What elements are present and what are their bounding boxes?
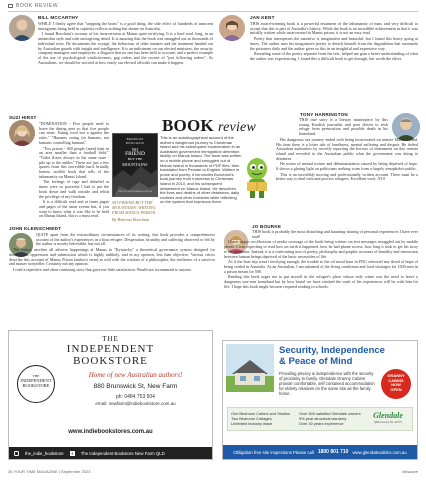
avatar <box>9 15 35 41</box>
features-left: One Bedroom Cabins and Studios Two Bedroom Cottages Unlimited industry lease <box>231 411 291 426</box>
review-text: QUITE apart from the extraordinary circumstances of its writing, this book provides a comprehensive account of the author's experiences in a boat refugee. Desperation, brutality and suffering observed or felt by the author is mostly believable, but not all. The author ascribes all adverse happenings at Manus to "Kyriarchy" a theoretical governance system designed for domination, oppression and submission which is highly unlikely, and in my opinion, less than objective. Various critics describe this account of Manus Prison (author's term) as told with the wisdom of a philosopher, the resilience of a survivor and master storyteller. Certainly not my opinion. I read a repetitive and often confusing story that gave me little satisfaction. Would not recommend to anyone. <box>9 232 215 272</box>
bookstore-logo: THE INDEPENDENT BOOKSTORE <box>17 365 55 403</box>
bookstore-ad[interactable]: THE INDEPENDENT BOOKSTORE THE INDEPENDENT BOOKSTORE Home of new Australian authors! 880 Brunswick St, New Farm ph: 0484 753 504 email: newfarm@indiebookstore.com.au www.indiebookstores.com.au the_indie_bookstore f The Independent Bookstore New Farm QLD <box>8 330 213 460</box>
reviewer-name: JO BOURKE <box>252 224 282 229</box>
book-author: By Behrouz Boochani <box>112 217 150 222</box>
instagram-icon <box>14 451 19 456</box>
glendale-obligation-text: Obligation free site inspections Please call <box>233 449 314 455</box>
glendale-website[interactable]: www.glendalecabins.com.au <box>352 449 407 455</box>
bookstore-website[interactable]: www.indiebookstores.com.au <box>68 429 153 435</box>
review-title-word: review <box>218 120 257 135</box>
glendale-ad[interactable] <box>222 340 418 460</box>
glendale-headline-2: & Peace of Mind <box>279 356 353 367</box>
review-text: "DOMINATION - Five people need to leave the dining area so that five people can enter. Eating food not a against the rules." "Humans caring for humans, not humans controlling humans". "Fox prison - 400 people (men) kept in an area smaller than a football field." "Toilet floors always in the same state - pile up to the ankles" These are just a few quotes from this incredible hard, brutally honest, terrible book that tells of the inhumanity on Manus Island. The feelings of rage and disbelief at times were so powerful I had to put the book down and walk outside and relish the privilege of my freedom. It is a difficult read and at times pages and pages of the same events but, if you want to know what it was like to be held on Manus Island, this is a must read. <box>39 121 109 219</box>
book-cover: BEHROUZ BOOCHANI NO FRIEND BUT THE MOUNTAINS WRITING FROM MANUS PRISON <box>112 133 158 197</box>
glendale-body: Providing privacy & independence with the security of proximity to family. Glendale Granny Cabins provide comfortable, self contained accommodation for elderly relatives on the same site as the family home. <box>279 371 375 396</box>
glendale-headline-1: Security, Independence <box>279 345 385 356</box>
bookstore-tagline: Home of new Australian authors! <box>88 371 183 379</box>
book-title: NO FRIEND BUT THE MOUNTAINS: WRITING FROM MANUS PRISON <box>112 200 156 215</box>
book-title-word: BOOK <box>162 116 214 135</box>
page-footer-left: 36 YOUR TIME MAGAZINE | September 2023 <box>8 469 91 474</box>
reviewer-name: JAN KENT <box>250 15 275 20</box>
facebook-icon: f <box>71 450 73 456</box>
bookstore-email: email: newfarm@indiebookstore.com.au <box>95 401 176 406</box>
book-summary: This is an autobiographical account of the author's dangerous journey to Christmas Island and his subsequent incarceration in an Australian government immigration detention facility on Manus Island. The book was written on a mobile phone and smuggled out of Manus Island in thousands of PDF files, then translated from Persian to English. Written in prose and poetry, it chronicles Boochani's boat journey from Indonesia to Christmas Island in 2013, and his subsequent detainment on Manus Island. He describes the lives and deaths of other detainees, daily routines and other incidents while reflecting on the system that imprisons them. <box>160 135 242 205</box>
section-label: BOOK REVIEW <box>16 3 59 9</box>
book-icon <box>8 4 13 8</box>
reviewer-name: JOHN KLEINSCHMIDT <box>9 226 62 231</box>
glendale-phone[interactable]: 1800 801 710 <box>317 449 349 455</box>
bookstore-phone: ph: 0484 753 504 <box>116 394 155 400</box>
review-text: THIS book is probably the most disturbing and haunting sharing of personal experiences I have ever read! I have vague recollections of media coverage of the book being written via text messages smuggled out by mobile phone. I was expecting to read how on earth it happened, how he had phone access, how long it took to get his story to his translator. Instead, it is a confronting mix of poetry, philosophy and graphic accounts of brutality and interaction between human beings deprived of the basic necessities of life. As if the boat trip wasn't terrifying enough, the trouble to the oil naval base in PNG removed any shred of hope of being settled in Australia. As an Australian, I am ashamed of the living conditions and food shortages for 1500 men in a prison meant for 500. Reading this book urges me to put myself in the refugee's place whose only crime was the need to leave a dangerous war-torn homeland but by how brutal we have crushed the souls of his experiences will be with him for life. I hope this book might become required reading in schools. <box>224 229 418 289</box>
reviewer-name: TONY HARRINGTON <box>300 112 348 117</box>
page-footer-right: Brisbane <box>402 469 418 474</box>
reviewer-name: BILL MCCARTHY <box>38 15 79 20</box>
header-rule <box>8 11 418 12</box>
house-illustration <box>226 344 274 392</box>
glendale-logo: Glendale QBA Licence No. 42773 <box>373 411 403 424</box>
avatar <box>219 15 245 41</box>
review-text: WHILE I firmly agree that "stopping the boats" is a good thing, the side effect of hundreds of innocent immigrants being held in captivity reflects nothing but shame on Australia. I found Boochani's account of his incarceration at Manus quite terrifying. It is a hard read, long, in an unfamiliar style and with unforgiving detail. It is amazing that the book was smuggled out as thousands of individual texts. He documents the voyage, the behaviour of other inmates and the treatment handed out by Australian guards with insight and intelligence. It is an indictment on our elected ministers, the security company managers and employees; a disgrace that no one has been held to account; and a perfect example of the use of psychological vindictiveness, gag orders and the excuse of "just following orders". As Australians, we should be worried at how easily our elected officials can make it happen. <box>38 21 213 65</box>
review-text: THIS true story is a literary masterpiece by this young Kurdish journalist and poet driven to seek refuge from persecution and possible death in his homeland. His dangerous sea journey ended with being incarcerated on remote Manus Island. His time there is a bitter tale of loneliness, mental suffering and despair. He defied Australian authorities by secretly reporting the horrors of internment on this remote island and revealed to the Australian public what the government was doing to detainees. He writes of mental torture and dehumanisation caused by being deprived of hope. It shows a glaring light on politicians seeking votes from a largely xenophobic public. This is an incredibly moving and professionally written account. There must be a better way to deal with and process refugees. Excellent work. 9/10 <box>276 117 418 182</box>
book-review-title <box>162 116 256 136</box>
facebook-handle[interactable]: The Independent Bookstore New Farm QLD <box>80 450 165 456</box>
features-right: Over 500 satisfied Glendale owners 5% year structural warranty Over 30 years experience <box>299 411 361 426</box>
bookstore-address: 880 Brunswick St, New Farm <box>93 383 178 390</box>
review-text: THIS award-winning book is a powerful testament of the inhumanity of man, and very difficult to accept that this is part of Australia's history. While the book is an incredible achievement in that it was initially written while incarcerated in Manus prison, it is not an easy read. Poetry that intersperses the narrative is imaginative and beautiful, but I found this heavy going at times. The author uses his imaginative poetry to detach himself from the degradation that surrounds the prisoners daily and the author gives us this in an insightful and expressive way. Rereading some of the poetry separate from the text, helped me gain a better understanding of what the author was experiencing. I found this a difficult book to get through, but worth the effort. <box>250 21 418 61</box>
book-details <box>112 200 158 222</box>
instagram-handle[interactable]: the_indie_bookstore <box>25 450 64 456</box>
section-header <box>8 3 58 9</box>
reviewer-name: SUZI HIRST <box>9 115 37 120</box>
granny-cabins-badge: GRANNY CABINS NOW OPEN <box>381 369 411 399</box>
reading-character-icon <box>242 155 272 199</box>
